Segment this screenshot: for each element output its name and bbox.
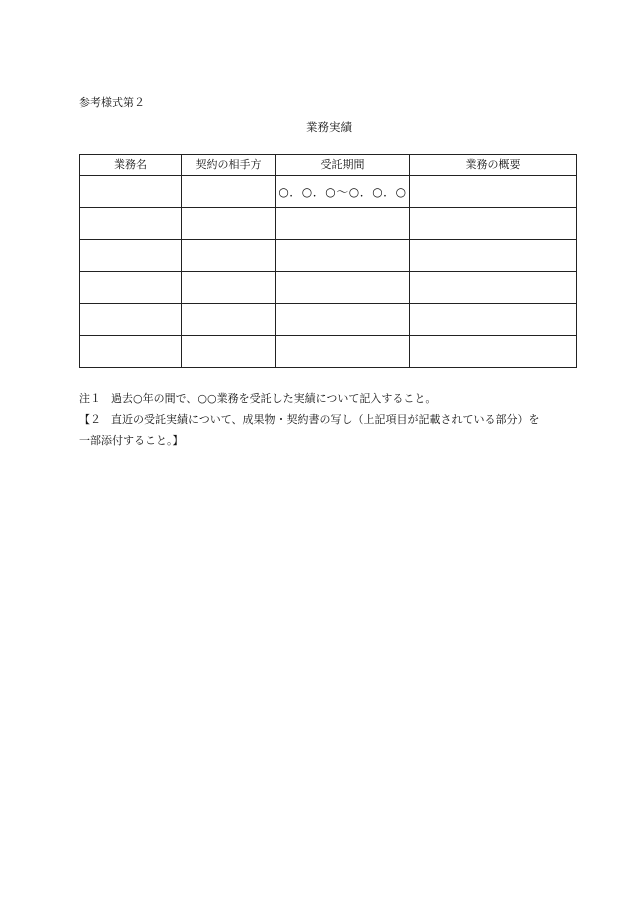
table-row (80, 208, 577, 240)
document-title: 業務実績 (306, 120, 352, 134)
column-header-contract-period: 受託期間 (276, 155, 410, 176)
table-row (80, 272, 577, 304)
table-cell-business-name (80, 304, 182, 336)
table-cell-business-summary (410, 208, 577, 240)
table-cell-contract-party (182, 304, 276, 336)
note-2-text-line-2: 一部添付すること。】 (79, 434, 184, 447)
note-1-text: 過去○年の間で、○○業務を受託した実績について記入すること。 (111, 392, 437, 405)
table-cell-contract-period: ○．○．○～○．○．○ (276, 176, 410, 208)
table-cell-business-summary (410, 304, 577, 336)
table-cell-business-name (80, 336, 182, 368)
table-cell-business-name (80, 176, 182, 208)
table-row (80, 304, 577, 336)
form-number-label: 参考様式第２ (79, 96, 145, 109)
table-cell-contract-party (182, 208, 276, 240)
table-row (80, 240, 577, 272)
column-header-business-summary: 業務の概要 (410, 155, 577, 176)
column-header-business-name: 業務名 (80, 155, 182, 176)
note-2-text-line-1: 直近の受託実績について、成果物・契約書の写し（上記項目が記載されている部分）を (111, 413, 540, 426)
table-cell-contract-period (276, 240, 410, 272)
table-cell-business-summary (410, 176, 577, 208)
column-header-contract-party: 契約の相手方 (182, 155, 276, 176)
table-cell-contract-period (276, 272, 410, 304)
table-cell-business-summary (410, 272, 577, 304)
table-cell-business-summary (410, 336, 577, 368)
business-records-table (79, 154, 577, 368)
table-cell-business-summary (410, 240, 577, 272)
table-row (80, 176, 577, 208)
table-cell-contract-period (276, 336, 410, 368)
table-cell-contract-party (182, 176, 276, 208)
note-2-prefix: 【２ (79, 413, 101, 426)
note-2-line-1 (79, 409, 579, 430)
table-cell-contract-party (182, 336, 276, 368)
note-2-line-2 (79, 430, 579, 451)
table-cell-contract-period (276, 304, 410, 336)
table-row (80, 336, 577, 368)
table-cell-business-name (80, 240, 182, 272)
table-cell-contract-party (182, 240, 276, 272)
note-1 (79, 388, 579, 409)
note-1-prefix: 注１ (79, 392, 101, 405)
table-cell-contract-party (182, 272, 276, 304)
table-cell-business-name (80, 272, 182, 304)
table-cell-contract-period (276, 208, 410, 240)
notes-section (79, 388, 579, 451)
table-cell-business-name (80, 208, 182, 240)
table-header-row (80, 155, 577, 176)
